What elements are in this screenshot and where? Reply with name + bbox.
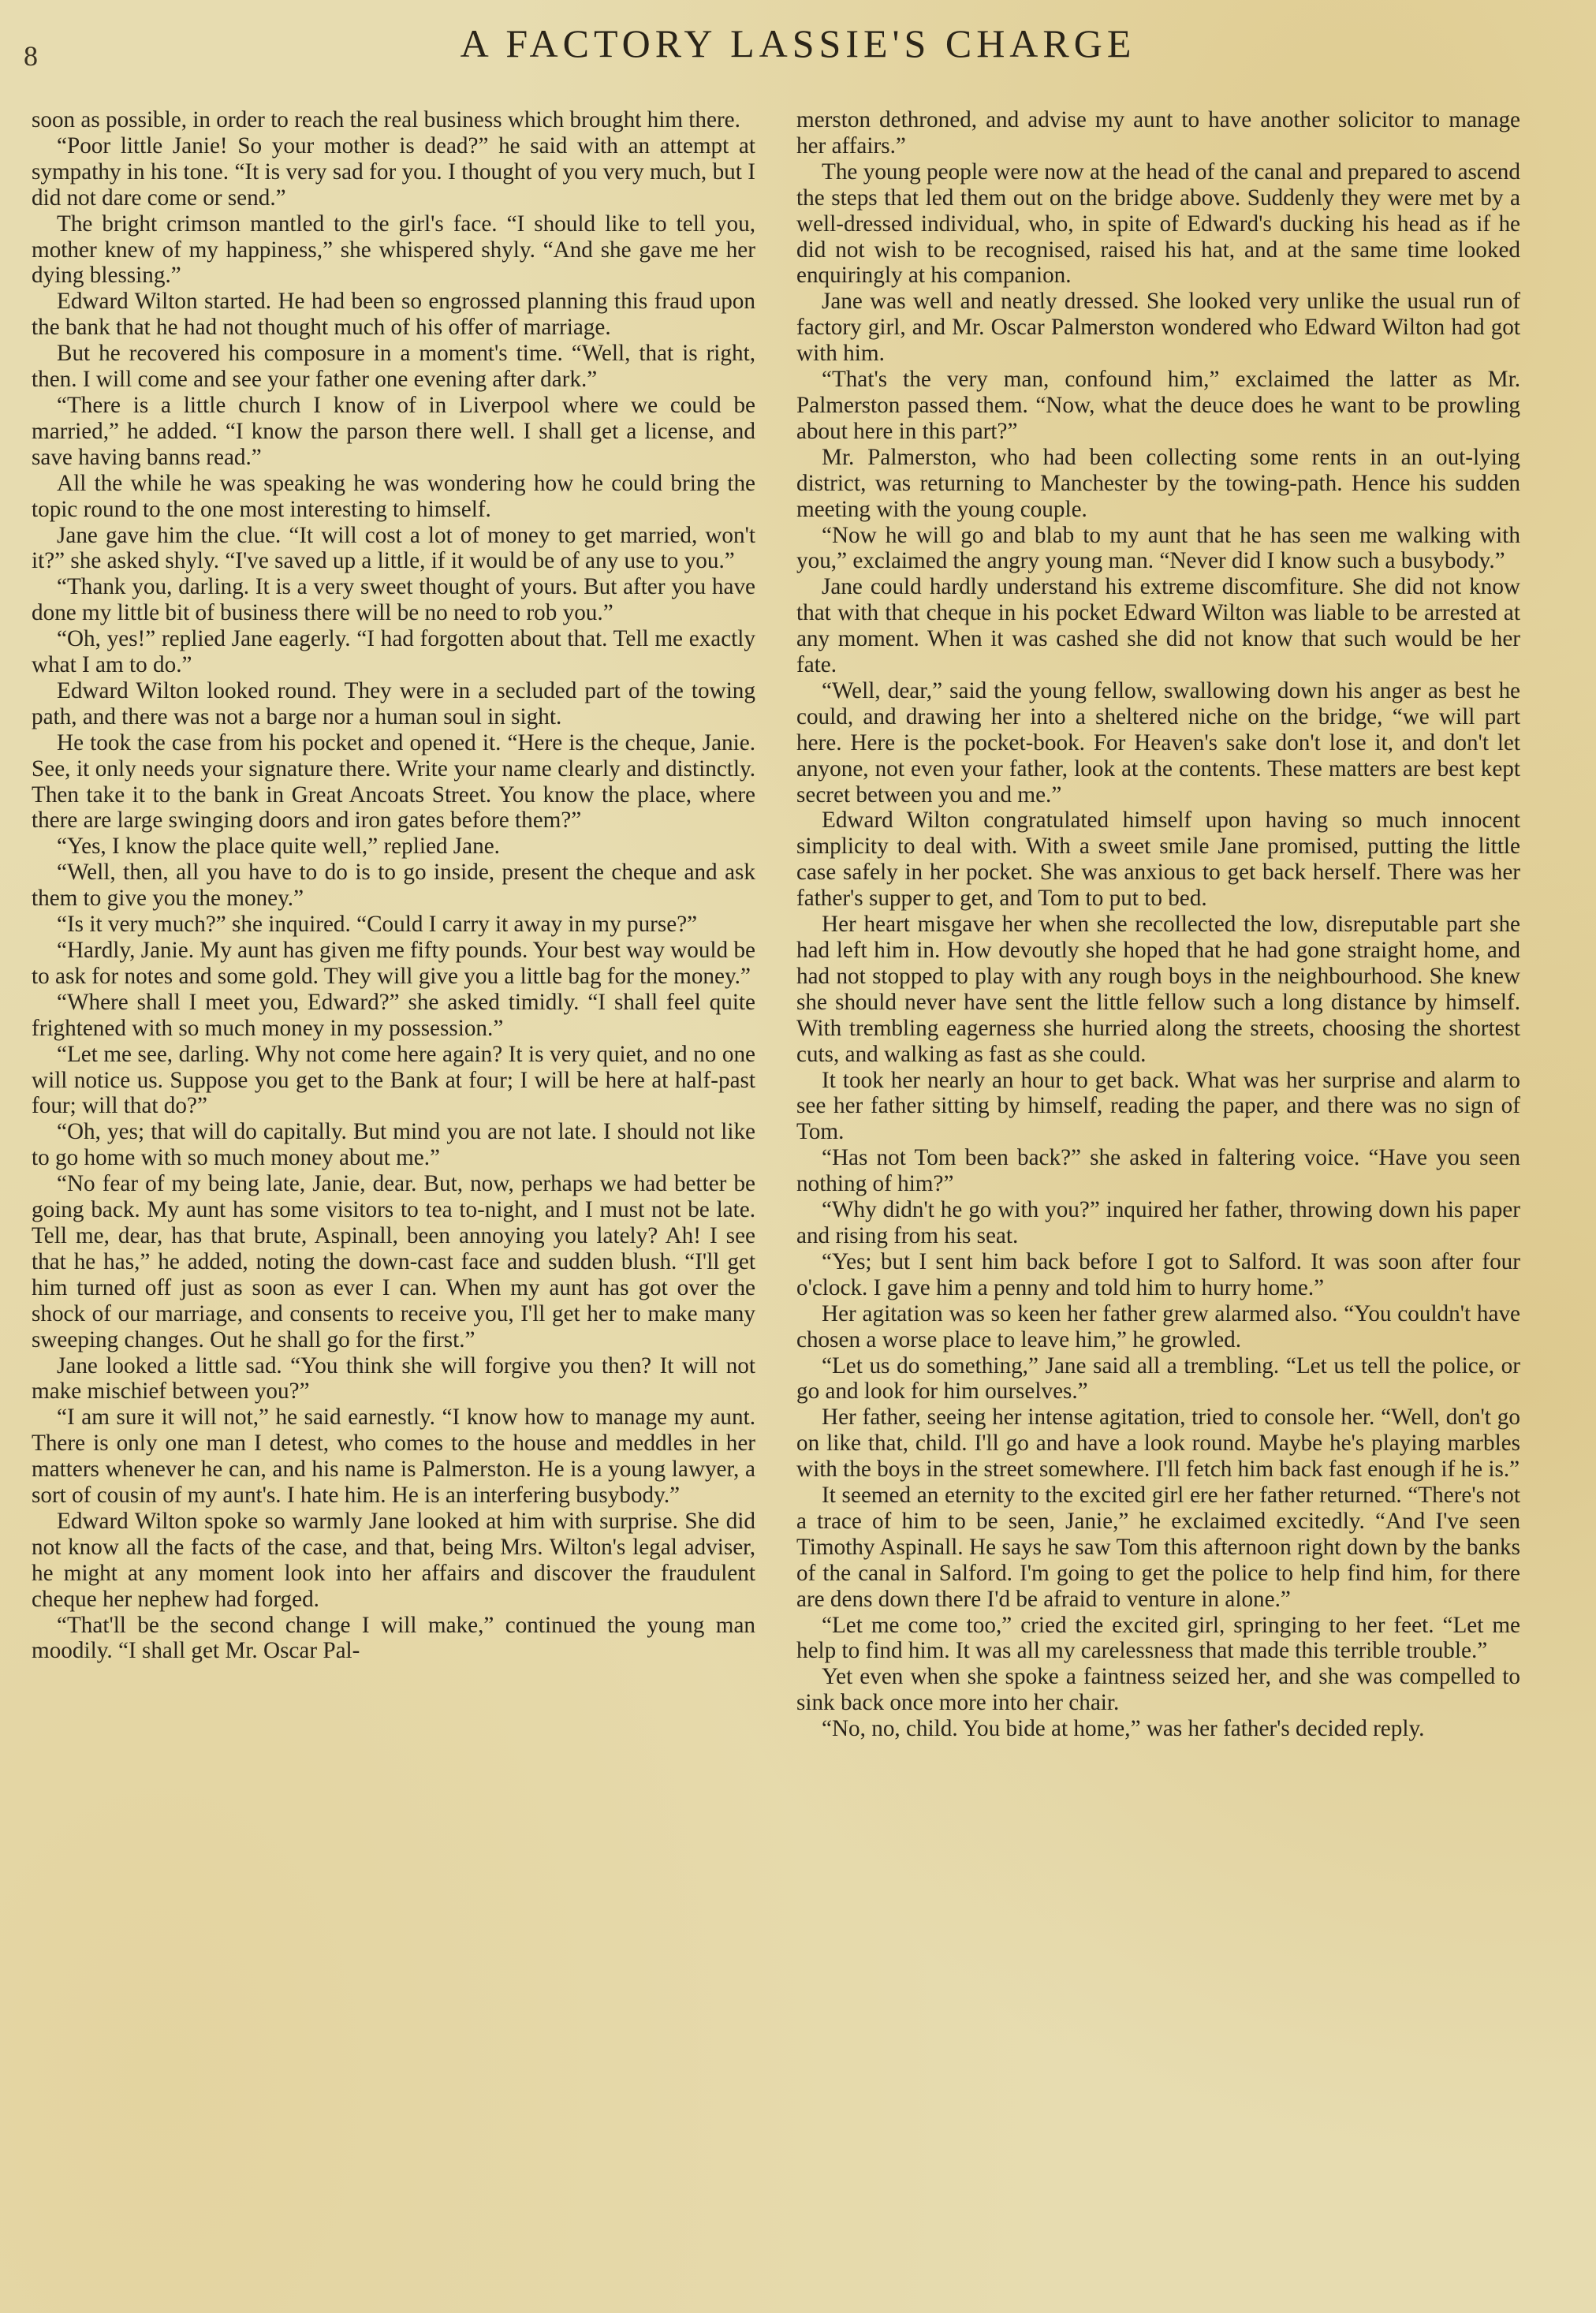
paragraph: “No fear of my being late, Janie, dear. But, now, perhaps we had better be going back. My aunt has some visitors to tea to-night, and I must not be late. Tell me, dear, has that brute, Aspinall, been annoying you lately? Ah! I see that he has,” he added, noting the down-cast face and sudden blush. “I'll get him turned off just as soon as ever I can. When my aunt has got over the shock of our marriage, and consents to receive you, I'll get her to make many sweeping changes. Out he shall go for the first.” <box>32 1171 755 1352</box>
paragraph: Jane looked a little sad. “You think she will forgive you then? It will not make mischief between you?” <box>32 1352 755 1405</box>
paragraph: “Now he will go and blab to my aunt that he has seen me walking with you,” exclaimed the angry young man. “Never did I know such a busybody.” <box>796 522 1520 574</box>
paragraph: “Oh, yes!” replied Jane eagerly. “I had forgotten about that. Tell me exactly what I am to do.” <box>32 626 755 678</box>
paragraph: Jane could hardly understand his extreme discomfiture. She did not know that with that cheque in his pocket Edward Wilton was liable to be arrested at any moment. When it was cashed she did not know that such would be her fate. <box>796 574 1520 678</box>
paragraph: He took the case from his pocket and opened it. “Here is the cheque, Janie. See, it only needs your signature there. Write your name clearly and distinctly. Then take it to the bank in Great Ancoats Street. You know the place, where there are large swinging doors and iron gates before them?” <box>32 729 755 834</box>
paragraph: Edward Wilton looked round. They were in a secluded part of the towing path, and there was not a barge nor a human soul in sight. <box>32 677 755 729</box>
paragraph: Her heart misgave her when she recollected the low, disreputable part she had left him in. How devoutly she hoped that he had gone straight home, and had not stopped to play with any rough boys in the neighbourhood. She knew she should never have sent the little fellow such a long distance by himself. With trembling eagerness she hurried along the streets, choosing the shortest cuts, and walking as fast as she could. <box>796 912 1520 1067</box>
paragraph: Mr. Palmerston, who had been collecting some rents in an out-lying district, was returning to Manchester by the towing-path. Hence his sudden meeting with the young couple. <box>796 444 1520 522</box>
paragraph: “Let me see, darling. Why not come here again? It is very quiet, and no one will notice us. Suppose you get to the Bank at four; I will be here at half-past four; will that do?” <box>32 1041 755 1119</box>
paragraph: “I am sure it will not,” he said earnestly. “I know how to manage my aunt. There is only one man I detest, who comes to the house and meddles in her matters whenever he can, and his name is Palmerston. He is a young lawyer, a sort of cousin of my aunt's. I hate him. He is an interfering busybody.” <box>32 1405 755 1509</box>
paragraph: Jane gave him the clue. “It will cost a lot of money to get married, won't it?” she asked shyly. “I've saved up a little, if it would be of any use to you.” <box>32 522 755 574</box>
paragraph: “Let me come too,” cried the excited girl, springing to her feet. “Let me help to find him. It was all my carelessness that made this terrible trouble.” <box>796 1612 1520 1664</box>
paragraph: “No, no, child. You bide at home,” was her father's decided reply. <box>822 1716 1425 1742</box>
paragraph: It seemed an eternity to the excited girl ere her father returned. “There's not a trace of him to be seen, Janie,” he exclaimed excitedly. “And I've seen Timothy Aspinall. He says he saw Tom this afternoon right down by the banks of the canal in Salford. I'm going to get the police to help find him, for there are dens down there I'd be afraid to venture in alone.” <box>796 1483 1520 1612</box>
paragraph: “Has not Tom been back?” she asked in faltering voice. “Have you seen nothing of him?” <box>796 1145 1520 1197</box>
paragraph: Edward Wilton started. He had been so engrossed planning this fraud upon the bank that he had not thought much of his offer of marriage. <box>32 289 755 341</box>
paragraph: Her agitation was so keen her father grew alarmed also. “You couldn't have chosen a worse place to leave him,” he growled. <box>796 1300 1520 1352</box>
paragraph: “Where shall I meet you, Edward?” she asked timidly. “I shall feel quite frightened with so much money in my possession.” <box>32 989 755 1041</box>
paragraph: Jane was well and neatly dressed. She looked very unlike the usual run of factory girl, and Mr. Oscar Palmerston wondered who Edward Wilton had got with him. <box>796 289 1520 367</box>
paragraph: Edward Wilton spoke so warmly Jane looked at him with surprise. She did not know all the facts of the case, and that, being Mrs. Wilton's legal adviser, he might at any moment look into her affairs and discover the fraudulent cheque her nephew had forged. <box>32 1508 755 1612</box>
running-title: A FACTORY LASSIE'S CHARGE <box>460 21 1136 65</box>
paragraph: It took her nearly an hour to get back. What was her surprise and alarm to see her father sitting by himself, reading the paper, and there was no sign of Tom. <box>796 1067 1520 1145</box>
paragraph: “Hardly, Janie. My aunt has given me fifty pounds. Your best way would be to ask for notes and some gold. They will give you a little bag for the money.” <box>32 938 755 989</box>
paragraph: “Well, dear,” said the young fellow, swallowing down his anger as best he could, and drawing her into a sheltered niche on the bridge, “we will part here. Here is the pocket-book. For Heaven's sake don't lose it, and don't let anyone, not even your father, look at the contents. These matters are best kept secret between you and me.” <box>796 677 1520 808</box>
page-header <box>0 17 1596 73</box>
paragraph: The bright crimson mantled to the girl's face. “I should like to tell you, mother knew of my happiness,” she whispered shyly. “And she gave me her dying blessing.” <box>32 211 755 289</box>
paragraph: “Why didn't he go with you?” inquired her father, throwing down his paper and rising from his seat. <box>796 1197 1520 1248</box>
paragraph: All the while he was speaking he was wondering how he could bring the topic round to the one most interesting to himself. <box>32 470 755 522</box>
paragraph: Her father, seeing her intense agitation, tried to console her. “Well, don't go on like that, child. I'll go and have a look round. Maybe he's playing marbles with the boys in the street somewhere. I'll fetch him back fast enough if he is.” <box>796 1405 1520 1483</box>
paragraph: The young people were now at the head of the canal and prepared to ascend the steps that led them out on the bridge above. Suddenly they were met by a well-dressed individual, who, in spite of Edward's ducking his head as if he did not wish to be recognised, raised his hat, and at the same time looked enquiringly at his companion. <box>796 159 1520 289</box>
paragraph: But he recovered his composure in a moment's time. “Well, that is right, then. I will come and see your father one evening after dark.” <box>32 341 755 393</box>
paragraph: “Let us do something,” Jane said all a trembling. “Let us tell the police, or go and look for him ourselves.” <box>796 1352 1520 1405</box>
paragraph: “Yes; but I sent him back before I got to Salford. It was soon after four o'clock. I gave him a penny and told him to hurry home.” <box>796 1248 1520 1300</box>
paragraph: Edward Wilton congratulated himself upon having so much innocent simplicity to deal with. With a sweet smile Jane promised, putting the little case safely in her pocket. She was anxious to get back herself. There was her father's supper to get, and Tom to put to bed. <box>796 808 1520 912</box>
paragraph: merston dethroned, and advise my aunt to have another solicitor to manage her affairs.” <box>796 107 1520 159</box>
right-column <box>796 107 1520 1742</box>
paragraph: “There is a little church I know of in Liverpool where we could be married,” he added. “I know the parson there well. I shall get a license, and save having banns read.” <box>32 392 755 470</box>
paragraph: “That'll be the second change I will make,” continued the young man moodily. “I shall get Mr. Oscar Pal- <box>32 1612 755 1664</box>
paragraph: “Poor little Janie! So your mother is dead?” he said with an attempt at sympathy in his tone. “It is very sad for you. I thought of you very much, but I did not dare come or send.” <box>32 132 755 211</box>
paragraph: “Oh, yes; that will do capitally. But mind you are not late. I should not like to go home with so much money about me.” <box>32 1119 755 1171</box>
paragraph: “Well, then, all you have to do is to go inside, present the cheque and ask them to give you the money.” <box>32 860 755 912</box>
left-column <box>32 107 755 1664</box>
paragraph: “Yes, I know the place quite well,” replied Jane. <box>57 834 500 860</box>
paragraph: “Thank you, darling. It is a very sweet thought of yours. But after you have done my little bit of business there will be no need to rob you.” <box>32 574 755 626</box>
page-number: 8 <box>24 40 38 72</box>
paragraph: “Is it very much?” she inquired. “Could I carry it away in my purse?” <box>57 912 698 938</box>
paragraph: Yet even when she spoke a faintness seized her, and she was compelled to sink back once more into her chair. <box>796 1664 1520 1716</box>
paragraph: soon as possible, in order to reach the real business which brought him there. <box>32 107 740 132</box>
paragraph: “That's the very man, confound him,” exclaimed the latter as Mr. Palmerston passed them. “Now, what the deuce does he want to be prowling about here in this part?” <box>796 367 1520 444</box>
